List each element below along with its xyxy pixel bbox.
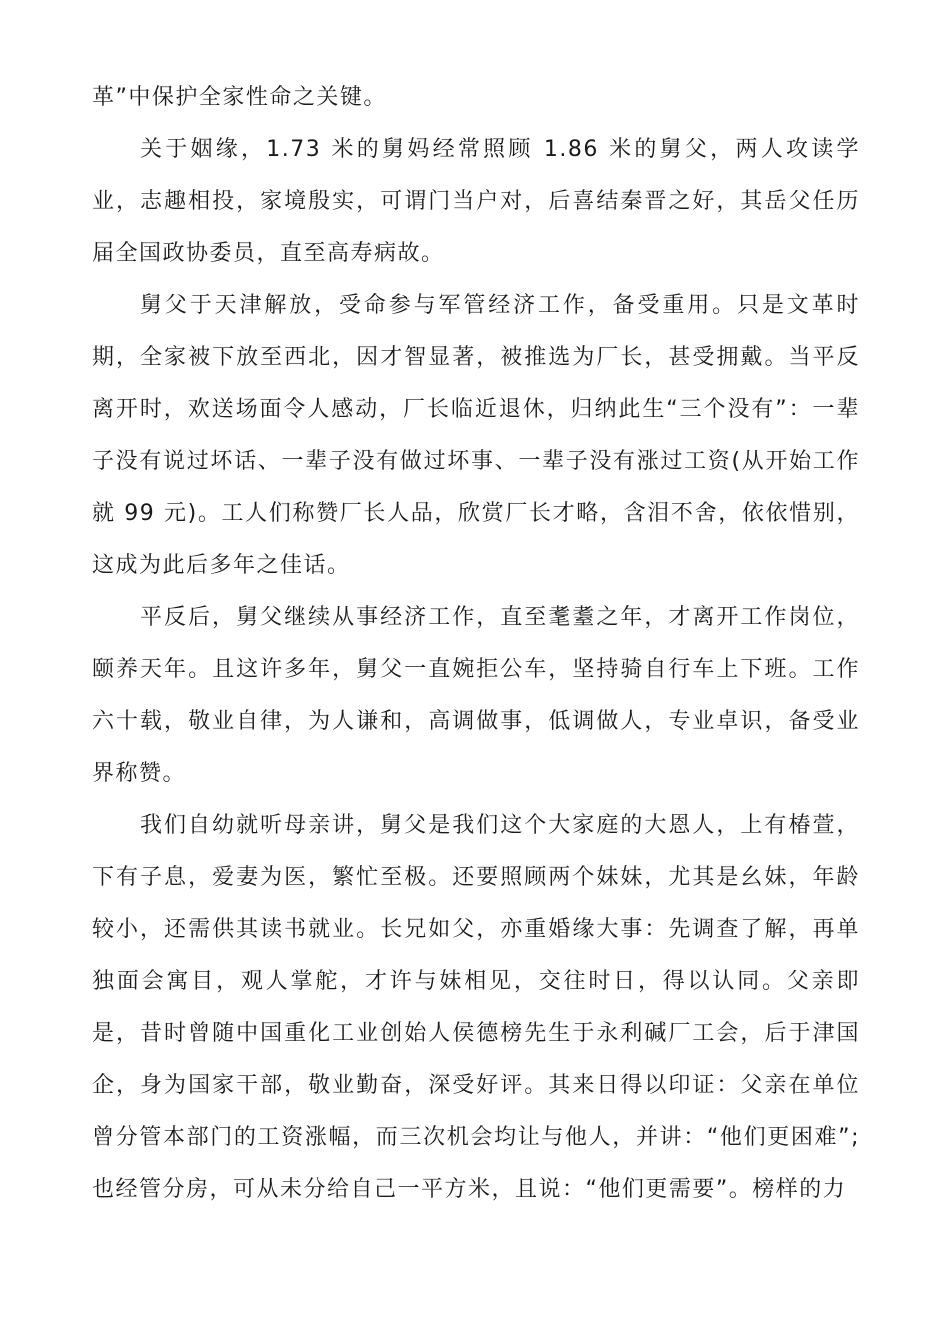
paragraph-tianjin-liberation: 舅父于天津解放，受命参与军管经济工作，备受重用。只是文革时期，全家被下放至西北，因才智显著，被推选为厂长，甚受拥戴。当平反离开时，欢送场面令人感动，厂长临近退休，归纳此生“三个没有”：一辈子没有说过坏话、一辈子没有做过坏事、一辈子没有涨过工资(从开始工作就 99 元)。工人们称赞厂长人品，欣赏厂长才略，含泪不舍，依依惜别，这成为此后多年之佳话。 bbox=[92, 293, 860, 578]
document-body bbox=[92, 72, 860, 1216]
paragraph-continuation: 革”中保护全家性命之关键。 bbox=[92, 85, 387, 110]
paragraph-marriage: 关于姻缘，1.73 米的舅妈经常照顾 1.86 米的舅父，两人攻读学业，志趣相投，家境殷实，可谓门当户对，后喜结秦晋之好，其岳父任历届全国政协委员，直至高寿病故。 bbox=[92, 137, 860, 266]
paragraph-family-benefactor: 我们自幼就听母亲讲，舅父是我们这个大家庭的大恩人，上有椿萱，下有子息，爱妻为医，繁忙至极。还要照顾两个妹妹，尤其是幺妹，年龄较小，还需供其读书就业。长兄如父，亦重婚缘大事：先调查了解，再单独面会寓目，观人掌舵，才许与妹相见，交往时日，得以认同。父亲即是，昔时曾随中国重化工业创始人侯德榜先生于永利碱厂工会，后于津国企，身为国家干部，敬业勤奋，深受好评。其来日得以印证：父亲在单位曾分管本部门的工资涨幅，而三次机会均让与他人，并讲：“他们更困难”;也经管分房，可从未分给自己一平方米，且说：“他们更需要”。榜样的力 bbox=[92, 813, 860, 1202]
paragraph-after-rehabilitation: 平反后，舅父继续从事经济工作，直至耄耋之年，才离开工作岗位，颐养天年。且这许多年，舅父一直婉拒公车，坚持骑自行车上下班。工作六十载，敬业自律，为人谦和，高调做事，低调做人，专业卓识，备受业界称赞。 bbox=[92, 605, 860, 786]
